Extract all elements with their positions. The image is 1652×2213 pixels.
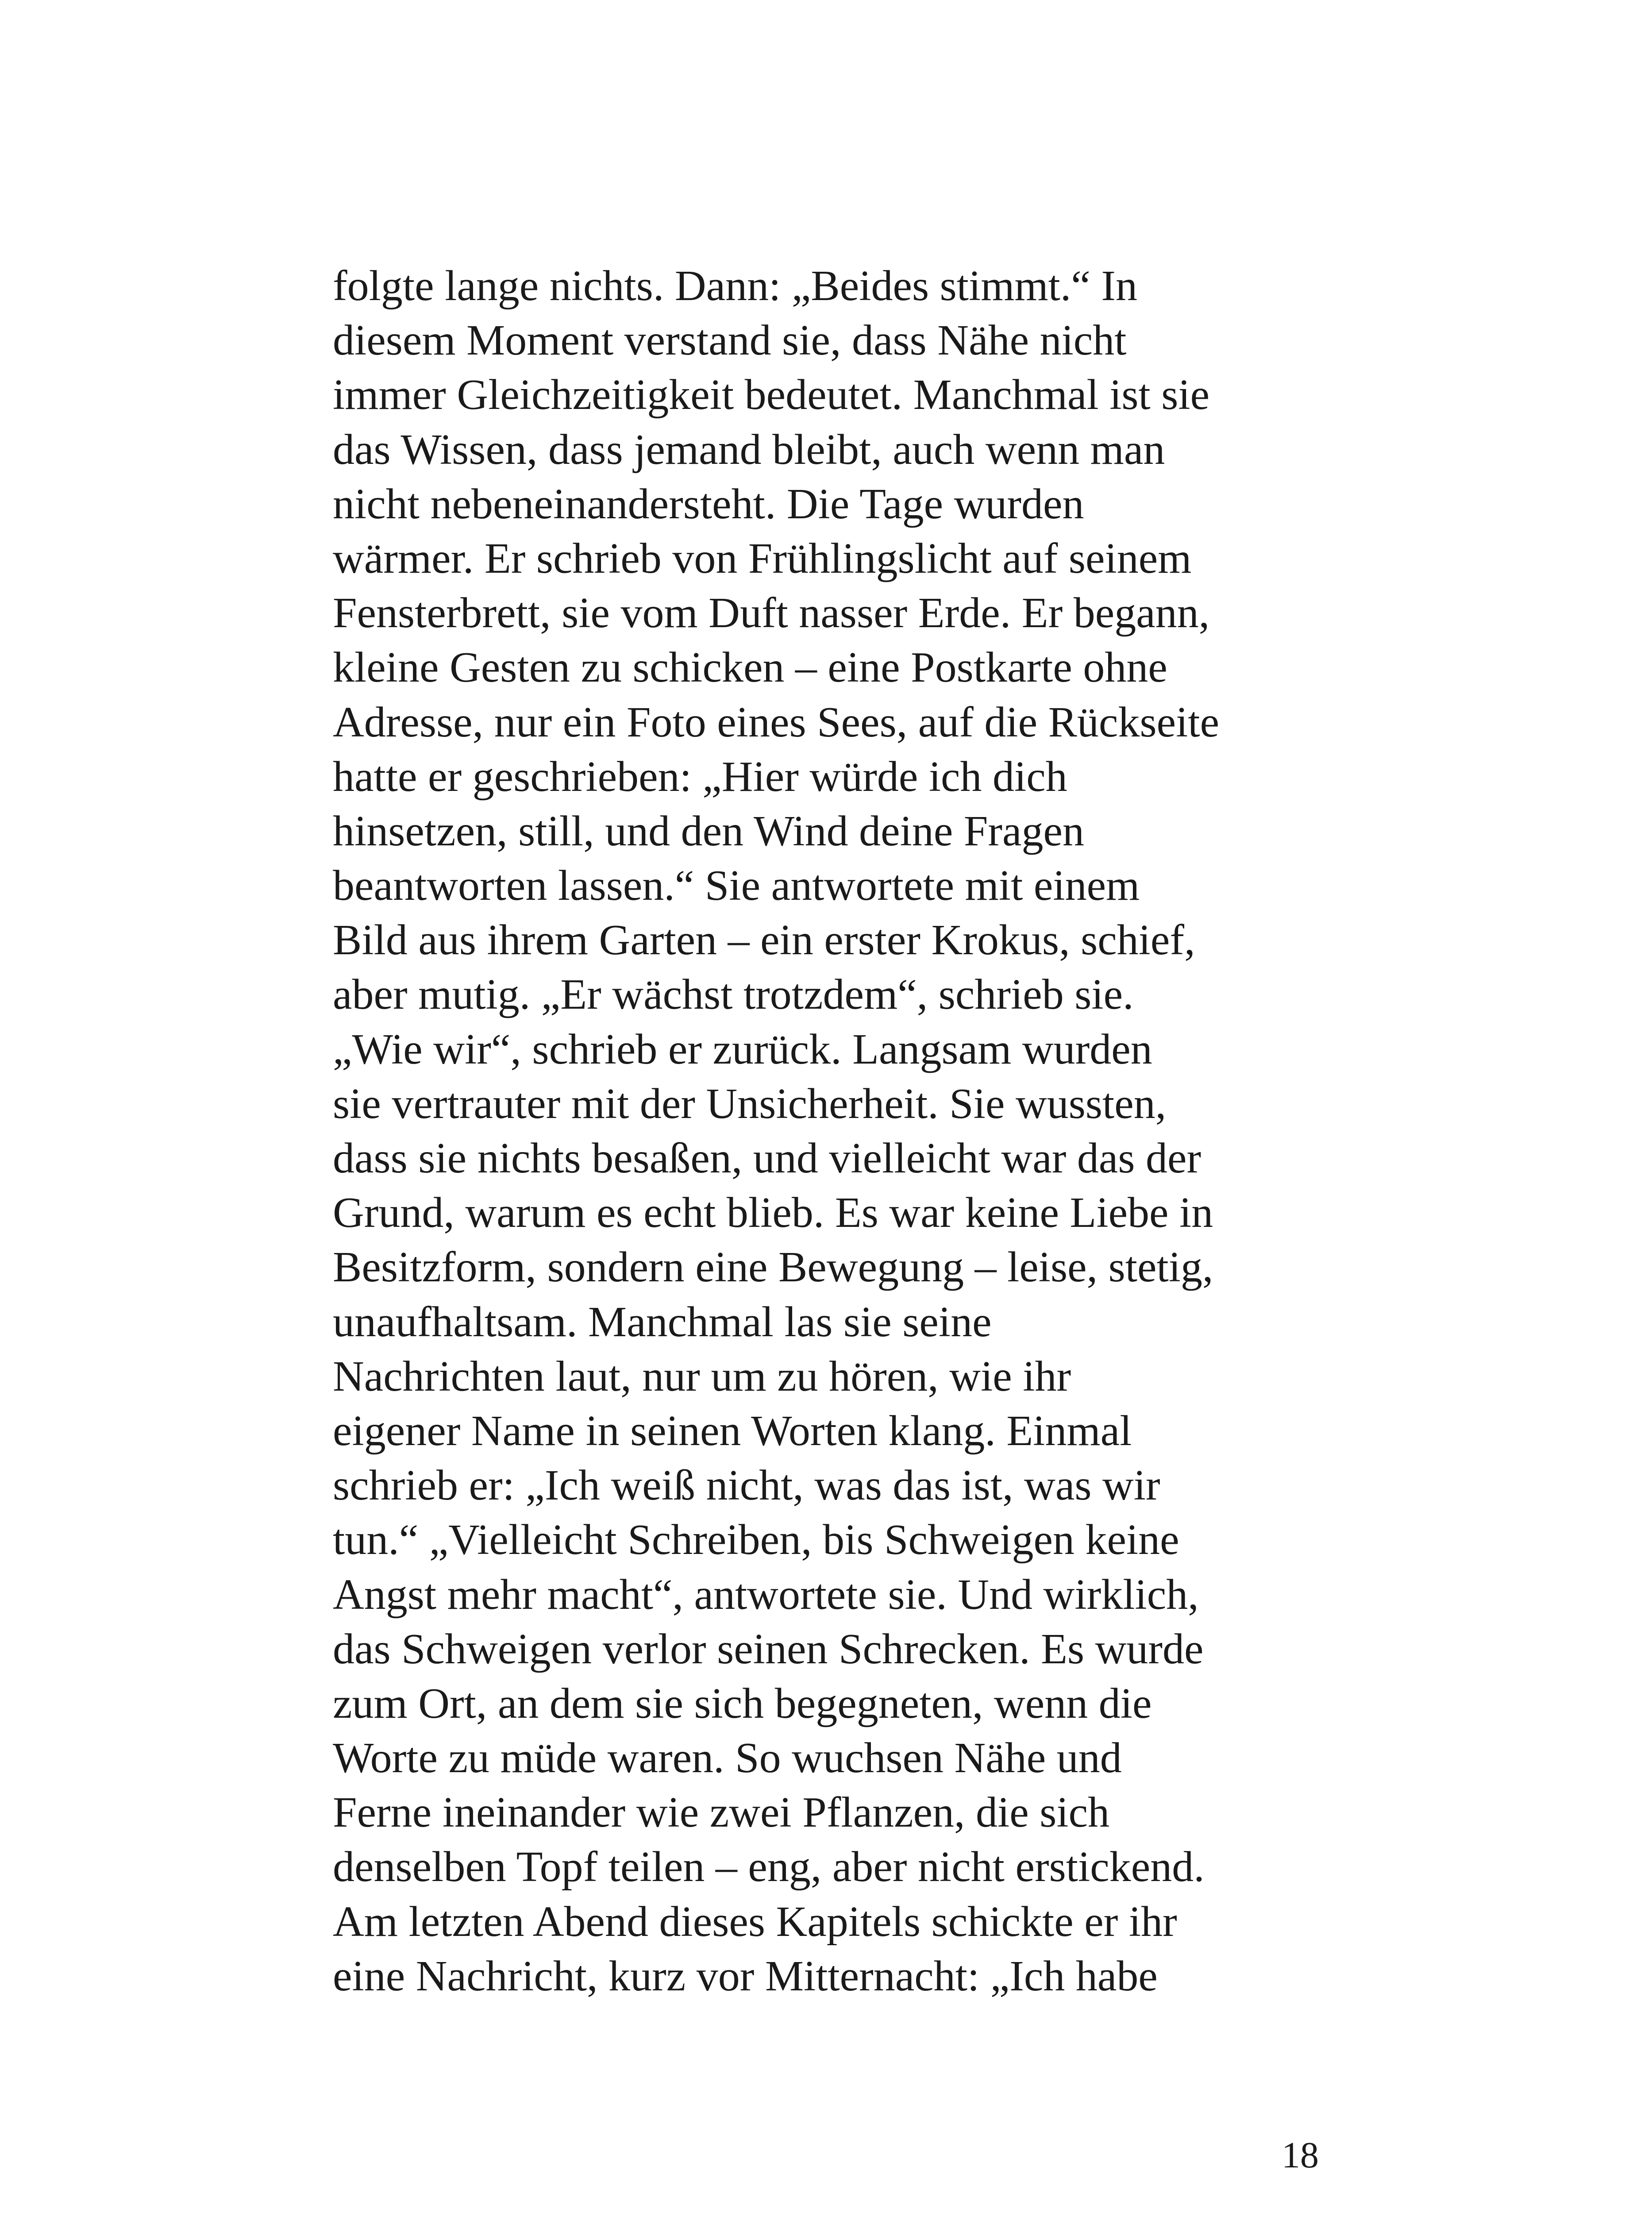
body-text bbox=[333, 259, 1333, 2004]
text-line: hatte er geschrieben: „Hier würde ich dich bbox=[333, 752, 1067, 801]
text-line: Adresse, nur ein Foto eines Sees, auf die Rückseite bbox=[333, 698, 1220, 746]
text-line: zum Ort, an dem sie sich begegneten, wenn die bbox=[333, 1679, 1152, 1727]
text-line: hinsetzen, still, und den Wind deine Fragen bbox=[333, 807, 1085, 855]
text-line: Angst mehr macht“, antwortete sie. Und wirklich, bbox=[333, 1570, 1199, 1619]
text-line: Bild aus ihrem Garten – ein erster Krokus, schief, bbox=[333, 916, 1195, 964]
text-line: Nachrichten laut, nur um zu hören, wie ihr bbox=[333, 1352, 1071, 1400]
text-line: schrieb er: „Ich weiß nicht, was das ist, was wir bbox=[333, 1461, 1160, 1510]
text-line: das Wissen, dass jemand bleibt, auch wenn man bbox=[333, 425, 1165, 474]
text-line: aber mutig. „Er wächst trotzdem“, schrieb sie. bbox=[333, 971, 1134, 1019]
text-line: folgte lange nichts. Dann: „Beides stimmt.“ In bbox=[333, 262, 1138, 310]
text-line: dass sie nichts besaßen, und vielleicht war das der bbox=[333, 1134, 1201, 1182]
text-line: sie vertrauter mit der Unsicherheit. Sie wussten, bbox=[333, 1080, 1167, 1128]
text-line: Fensterbrett, sie vom Duft nasser Erde. Er begann, bbox=[333, 589, 1210, 637]
text-line: kleine Gesten zu schicken – eine Postkarte ohne bbox=[333, 644, 1167, 692]
text-line: das Schweigen verlor seinen Schrecken. Es wurde bbox=[333, 1625, 1204, 1673]
text-line: „Wie wir“, schrieb er zurück. Langsam wurden bbox=[333, 1025, 1152, 1073]
text-line: nicht nebeneinandersteht. Die Tage wurden bbox=[333, 480, 1084, 528]
text-line: diesem Moment verstand sie, dass Nähe nicht bbox=[333, 316, 1127, 365]
text-line: Grund, warum es echt blieb. Es war keine Liebe in bbox=[333, 1189, 1213, 1237]
text-line: Ferne ineinander wie zwei Pflanzen, die sich bbox=[333, 1789, 1110, 1837]
text-line: immer Gleichzeitigkeit bedeutet. Manchmal ist sie bbox=[333, 371, 1210, 419]
text-line: unaufhaltsam. Manchmal las sie seine bbox=[333, 1298, 992, 1346]
text-line: eigener Name in seinen Worten klang. Einmal bbox=[333, 1407, 1132, 1455]
text-line: eine Nachricht, kurz vor Mitternacht: „Ich habe bbox=[333, 1952, 1158, 2000]
text-line: beantworten lassen.“ Sie antwortete mit einem bbox=[333, 862, 1140, 910]
page-number: 18 bbox=[1282, 2135, 1319, 2176]
text-line: denselben Topf teilen – eng, aber nicht erstickend. bbox=[333, 1843, 1205, 1891]
text-line: Besitzform, sondern eine Bewegung – leise, stetig, bbox=[333, 1243, 1213, 1292]
text-line: tun.“ „Vielleicht Schreiben, bis Schweigen keine bbox=[333, 1516, 1179, 1564]
text-line: wärmer. Er schrieb von Frühlingslicht auf seinem bbox=[333, 534, 1192, 582]
text-line: Worte zu müde waren. So wuchsen Nähe und bbox=[333, 1734, 1122, 1782]
text-line: Am letzten Abend dieses Kapitels schickte er ihr bbox=[333, 1897, 1177, 1946]
